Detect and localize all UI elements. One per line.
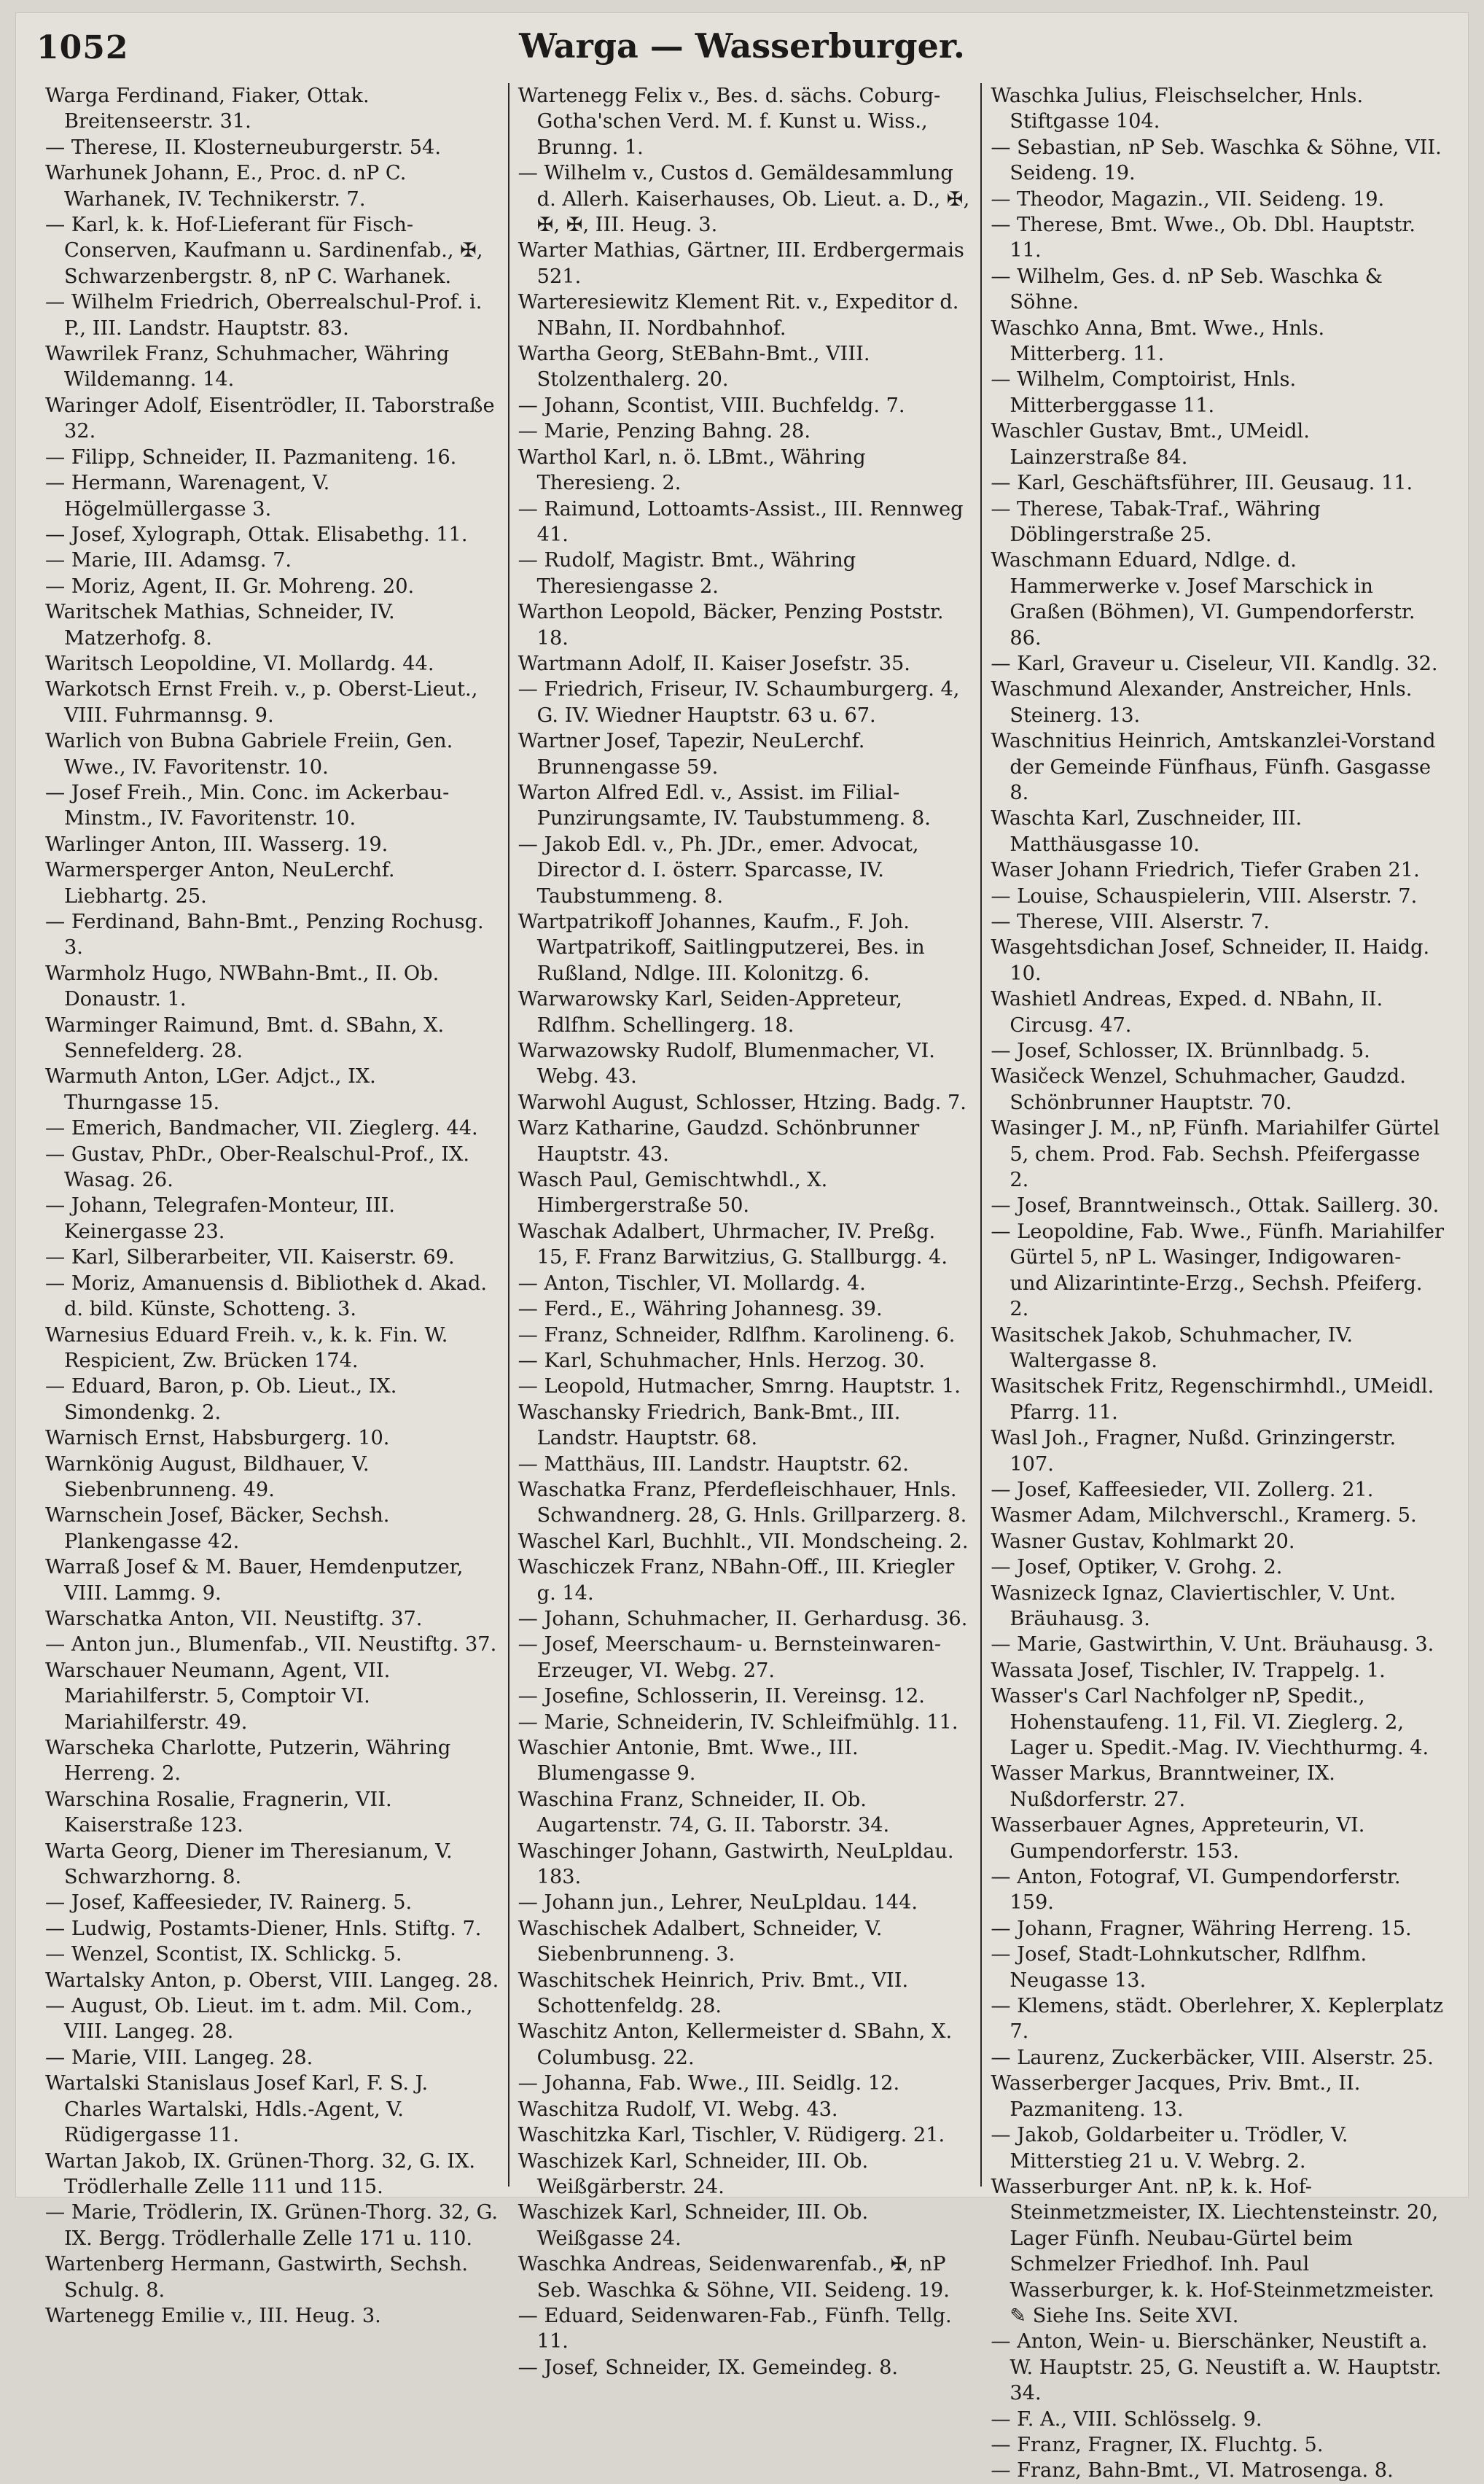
directory-entry: Waschinger Johann, Gastwirth, NeuLpldau. 183. xyxy=(518,1839,954,1889)
directory-entry: — Johann, Telegrafen-Monteur, III. Keinergasse 23. xyxy=(45,1194,395,1243)
directory-entry: Wasl Joh., Fragner, Nußd. Grinzingerstr. 107. xyxy=(991,1427,1397,1476)
directory-entry: Wasserberger Jacques, Priv. Bmt., II. Pazmaniteng. 13. xyxy=(991,2072,1361,2121)
directory-entry: Warwazowsky Rudolf, Blumenmacher, VI. Webg. 43. xyxy=(518,1040,935,1089)
running-title: Warga — Wasserburger. xyxy=(519,26,965,66)
column-middle xyxy=(508,83,981,2379)
directory-entry: — Marie, Penzing Bahng. 28. xyxy=(518,420,811,443)
directory-entry: — Wilhelm, Ges. d. nP Seb. Waschka & Söhne. xyxy=(991,265,1383,314)
directory-entry: — Johann jun., Lehrer, NeuLpldau. 144. xyxy=(518,1891,918,1915)
directory-entry: — Josef, Optiker, V. Grohg. 2. xyxy=(991,1556,1283,1579)
directory-entry: Wartner Josef, Tapezir, NeuLerchf. Brunnengasse 59. xyxy=(518,730,865,779)
directory-entry: Wasgehtsdichan Josef, Schneider, II. Haidg. 10. xyxy=(991,936,1430,985)
directory-entry: Waschischek Adalbert, Schneider, V. Siebenbrunneng. 3. xyxy=(518,1917,883,1966)
directory-entry: — Therese, Tabak-Traf., Währing Döblingerstraße 25. xyxy=(991,497,1321,546)
directory-entry: Warnesius Eduard Freih. v., k. k. Fin. W. Respicient, Zw. Brücken 174. xyxy=(45,1323,448,1372)
directory-entry: — Wilhelm Friedrich, Oberrealschul-Prof. i. P., III. Landstr. Hauptstr. 83. xyxy=(45,291,483,340)
directory-entry: Wartalsky Anton, p. Oberst, VIII. Langeg. 28. xyxy=(45,1969,499,1992)
directory-entry: Waschitz Anton, Kellermeister d. SBahn, X. Columbusg. 22. xyxy=(518,2020,953,2069)
directory-entry: Waschta Karl, Zuschneider, III. Matthäusgasse 10. xyxy=(991,807,1303,856)
directory-entry: Warton Alfred Edl. v., Assist. im Filial-Punzirungsamte, IV. Taubstummeng. 8. xyxy=(518,781,931,830)
directory-entry: — Karl, Geschäftsführer, III. Geusaug. 11. xyxy=(991,472,1413,495)
directory-entry: Wasmer Adam, Milchverschl., Kramerg. 5. xyxy=(991,1504,1417,1527)
directory-entry: Warter Mathias, Gärtner, III. Erdbergermais 521. xyxy=(518,239,964,288)
directory-entry: — Josef, Meerschaum- u. Bernsteinwaren-Erzeuger, VI. Webg. 27. xyxy=(518,1633,942,1682)
directory-entry: — Moriz, Agent, II. Gr. Mohreng. 20. xyxy=(45,575,415,598)
directory-entry: — Theodor, Magazin., VII. Seideng. 19. xyxy=(991,187,1385,211)
directory-entry: Warschina Rosalie, Fragnerin, VII. Kaiserstraße 123. xyxy=(45,1788,392,1837)
directory-entry: Wasser's Carl Nachfolger nP, Spedit., Hohenstaufeng. 11, Fil. VI. Zieglerg. 2, Lager u. Spedit.-Mag. IV. Viechthurmg. 4. xyxy=(991,1685,1429,1759)
directory-entry: — Johanna, Fab. Wwe., III. Seidlg. 12. xyxy=(518,2072,900,2095)
directory-entry: Warlich von Bubna Gabriele Freiin, Gen. Wwe., IV. Favoritenstr. 10. xyxy=(45,730,453,779)
directory-entry: Wartha Georg, StEBahn-Bmt., VIII. Stolzenthalerg. 20. xyxy=(518,343,870,392)
directory-entry: Warnschein Josef, Bäcker, Sechsh. Plankengasse 42. xyxy=(45,1504,390,1553)
directory-entry: — Karl, Graveur u. Ciseleur, VII. Kandlg. 32. xyxy=(991,652,1438,675)
directory-entry: Waritschek Mathias, Schneider, IV. Matzerhofg. 8. xyxy=(45,601,395,650)
directory-entry: Warnkönig August, Bildhauer, V. Siebenbrunneng. 49. xyxy=(45,1452,370,1501)
directory-entry: Waschak Adalbert, Uhrmacher, IV. Preßg. 15, F. Franz Barwitzius, G. Stallburgg. 4. xyxy=(518,1220,948,1269)
directory-entry: Warscheka Charlotte, Putzerin, Währing Herreng. 2. xyxy=(45,1737,451,1786)
directory-entry: — Johann, Fragner, Währing Herreng. 15. xyxy=(991,1917,1412,1940)
directory-entry: — Josef, Schneider, IX. Gemeindeg. 8. xyxy=(518,2356,899,2379)
page-header xyxy=(36,26,1448,67)
directory-entry: — Hermann, Warenagent, V. Högelmüllergasse 3. xyxy=(45,472,330,521)
directory-entry: Waringer Adolf, Eisentrödler, II. Taborstraße 32. xyxy=(45,394,495,443)
directory-entry: Washietl Andreas, Exped. d. NBahn, II. Circusg. 47. xyxy=(991,988,1383,1037)
directory-entry: Wawrilek Franz, Schuhmacher, Währing Wildemanng. 14. xyxy=(45,343,450,392)
directory-entry: Warschauer Neumann, Agent, VII. Mariahilferstr. 5, Comptoir VI. Mariahilferstr. 49. xyxy=(45,1659,391,1734)
directory-entry: — Josef, Xylograph, Ottak. Elisabethg. 11. xyxy=(45,523,468,546)
directory-entry: Waschnitius Heinrich, Amtskanzlei-Vorstand der Gemeinde Fünfhaus, Fünfh. Gasgasse 8. xyxy=(991,730,1436,804)
directory-entry: Waschitzka Karl, Tischler, V. Rüdigerg. 21. xyxy=(518,2124,945,2147)
directory-entry: Wartenegg Felix v., Bes. d. sächs. Coburg-Gotha'schen Verd. M. f. Kunst u. Wiss., Brunng. 1. xyxy=(518,85,941,159)
directory-entry: Warhunek Johann, E., Proc. d. nP C. Warhanek, IV. Technikerstr. 7. xyxy=(45,162,407,211)
directory-entry: Wasser Markus, Branntweiner, IX. Nußdorferstr. 27. xyxy=(991,1762,1335,1811)
directory-entry: Waritsch Leopoldine, VI. Mollardg. 44. xyxy=(45,652,434,675)
directory-entry: — Josef, Kaffeesieder, IV. Rainerg. 5. xyxy=(45,1891,413,1915)
column-right xyxy=(980,83,1453,2483)
directory-entry: Waschitschek Heinrich, Priv. Bmt., VII. Schottenfeldg. 28. xyxy=(518,1969,909,2018)
directory-entry: — Wenzel, Scontist, IX. Schlickg. 5. xyxy=(45,1943,402,1966)
directory-entry: — Sebastian, nP Seb. Waschka & Söhne, VII. Seideng. 19. xyxy=(991,136,1442,185)
directory-entry: — Anton, Fotograf, VI. Gumpendorferstr. 159. xyxy=(991,1866,1401,1915)
directory-entry: — Eduard, Baron, p. Ob. Lieut., IX. Simondenkg. 2. xyxy=(45,1375,397,1424)
column-left xyxy=(36,83,508,2327)
directory-entry: Wasch Paul, Gemischtwhdl., X. Himbergerstraße 50. xyxy=(518,1169,828,1218)
directory-entry: — Moriz, Amanuensis d. Bibliothek d. Akad. d. bild. Künste, Schotteng. 3. xyxy=(45,1272,488,1321)
directory-entry: — Raimund, Lottoamts-Assist., III. Rennweg 41. xyxy=(518,497,964,546)
directory-entry: — Franz, Bahn-Bmt., VI. Matrosenga. 8. xyxy=(991,2459,1394,2483)
directory-entry: Wasnizeck Ignaz, Claviertischler, V. Unt. Bräuhausg. 3. xyxy=(991,1581,1396,1630)
directory-entry: Warmholz Hugo, NWBahn-Bmt., II. Ob. Donaustr. 1. xyxy=(45,962,440,1011)
directory-entry: Waschizek Karl, Schneider, III. Ob. Weißgasse 24. xyxy=(518,2201,869,2250)
directory-entry: Wartmann Adolf, II. Kaiser Josefstr. 35. xyxy=(518,652,910,675)
directory-entry: Warraß Josef & M. Bauer, Hemdenputzer, VIII. Lammg. 9. xyxy=(45,1556,464,1605)
directory-entry: — Emerich, Bandmacher, VII. Zieglerg. 44. xyxy=(45,1117,478,1140)
directory-entry: — Franz, Fragner, IX. Fluchtg. 5. xyxy=(991,2433,1324,2456)
directory-entry: — Louise, Schauspielerin, VIII. Alserstr. 7. xyxy=(991,884,1418,908)
directory-entry: Waschko Anna, Bmt. Wwe., Hnls. Mitterberg. 11. xyxy=(991,316,1325,366)
directory-entry: — Marie, VIII. Langeg. 28. xyxy=(45,2046,313,2069)
page-number: 1052 xyxy=(36,29,129,66)
directory-entry: — Rudolf, Magistr. Bmt., Währing Theresiengasse 2. xyxy=(518,549,856,598)
directory-entry: — Karl, Schuhmacher, Hnls. Herzog. 30. xyxy=(518,1349,926,1372)
directory-entry: Wasitschek Jakob, Schuhmacher, IV. Waltergasse 8. xyxy=(991,1323,1353,1372)
directory-entry: Waschatka Franz, Pferdefleischhauer, Hnls. Schwandnerg. 28, G. Hnls. Grillparzerg. 8. xyxy=(518,1478,967,1527)
directory-entry: Waschka Julius, Fleischselcher, Hnls. Stiftgasse 104. xyxy=(991,85,1364,133)
directory-page xyxy=(16,13,1468,2483)
directory-entry: Warwohl August, Schlosser, Htzing. Badg. 7. xyxy=(518,1091,966,1114)
directory-entry: — Leopoldine, Fab. Wwe., Fünfh. Mariahilfer Gürtel 5, nP L. Wasinger, Indigowaren- und Alizarintinte-Erzg., Sechsh. Pfeiferg. 2. xyxy=(991,1220,1445,1321)
directory-entry: Wasinger J. M., nP, Fünfh. Mariahilfer Gürtel 5, chem. Prod. Fab. Sechsh. Pfeifergasse 2. xyxy=(991,1117,1440,1192)
directory-entry: — Jakob Edl. v., Ph. JDr., emer. Advocat, Director d. I. österr. Sparcasse, IV. Taubstummeng. 8. xyxy=(518,833,919,908)
directory-entry: — Therese, II. Klosterneuburgerstr. 54. xyxy=(45,136,441,159)
directory-entry: — Josef, Stadt-Lohnkutscher, Rdlfhm. Neugasse 13. xyxy=(991,1943,1367,1992)
directory-entry: — Filipp, Schneider, II. Pazmaniteng. 16. xyxy=(45,445,457,469)
directory-entry: Warga Ferdinand, Fiaker, Ottak. Breitenseerstr. 31. xyxy=(45,85,370,133)
directory-entry: — Eduard, Seidenwaren-Fab., Fünfh. Tellg. 11. xyxy=(518,2304,952,2353)
directory-entry: — Franz, Schneider, Rdlfhm. Karolineng. 6. xyxy=(518,1323,956,1347)
directory-entry: Warschatka Anton, VII. Neustiftg. 37. xyxy=(45,1607,423,1630)
directory-entry: — Josef, Schlosser, IX. Brünnlbadg. 5. xyxy=(991,1040,1370,1063)
directory-entry: — Friedrich, Friseur, IV. Schaumburgerg. 4, G. IV. Wiedner Hauptstr. 63 u. 67. xyxy=(518,678,960,727)
directory-entry: Wartpatrikoff Johannes, Kaufm., F. Joh. Wartpatrikoff, Saitlingputzerei, Bes. in Rußland, Ndlge. III. Kolonitzg. 6. xyxy=(518,911,925,985)
directory-entry: — Leopold, Hutmacher, Smrng. Hauptstr. 1. xyxy=(518,1375,961,1398)
directory-entry: — Therese, VIII. Alserstr. 7. xyxy=(991,911,1270,933)
directory-entry: — Josef, Kaffeesieder, VII. Zollerg. 21. xyxy=(991,1478,1374,1501)
directory-entry: — Josefine, Schlosserin, II. Vereinsg. 12. xyxy=(518,1685,925,1708)
directory-entry: Wartenberg Hermann, Gastwirth, Sechsh. Schulg. 8. xyxy=(45,2253,468,2302)
directory-entry: Warteresiewitz Klement Rit. v., Expeditor d. NBahn, II. Nordbahnhof. xyxy=(518,291,959,340)
directory-entry: Warminger Raimund, Bmt. d. SBahn, X. Sennefelderg. 28. xyxy=(45,1013,445,1063)
directory-entry: — Laurenz, Zuckerbäcker, VIII. Alserstr. 25. xyxy=(991,2046,1434,2069)
directory-entry: Warz Katharine, Gaudzd. Schönbrunner Hauptstr. 43. xyxy=(518,1117,920,1166)
directory-entry: Warta Georg, Diener im Theresianum, V. Schwarzhorng. 8. xyxy=(45,1839,453,1889)
directory-entry: — August, Ob. Lieut. im t. adm. Mil. Com., VIII. Langeg. 28. xyxy=(45,1995,473,2044)
directory-entry: — Anton, Wein- u. Bierschänker, Neustift a. W. Hauptstr. 25, G. Neustift a. W. Hauptstr. 34. xyxy=(991,2330,1442,2405)
directory-entry: Waschier Antonie, Bmt. Wwe., III. Blumengasse 9. xyxy=(518,1737,859,1786)
directory-entry: — Marie, Trödlerin, IX. Grünen-Thorg. 32, G. IX. Bergg. Trödlerhalle Zelle 171 u. 110. xyxy=(45,2201,499,2250)
directory-entry: — Johann, Scontist, VIII. Buchfeldg. 7. xyxy=(518,394,905,417)
directory-entry: — Marie, Gastwirthin, V. Unt. Bräuhausg. 3. xyxy=(991,1633,1434,1656)
directory-entry: — Ferdinand, Bahn-Bmt., Penzing Rochusg. 3. xyxy=(45,911,484,959)
directory-entry: — Klemens, städt. Oberlehrer, X. Keplerplatz 7. xyxy=(991,1995,1444,2044)
directory-columns xyxy=(36,83,1453,2483)
directory-entry: — F. A., VIII. Schlösselg. 9. xyxy=(991,2407,1262,2431)
directory-entry: Warwarowsky Karl, Seiden-Appreteur, Rdlfhm. Schellingerg. 18. xyxy=(518,988,902,1037)
directory-entry: Wasner Gustav, Kohlmarkt 20. xyxy=(991,1530,1295,1553)
directory-entry: — Johann, Schuhmacher, II. Gerhardusg. 36. xyxy=(518,1607,968,1630)
directory-entry: Waschansky Friedrich, Bank-Bmt., III. Landstr. Hauptstr. 68. xyxy=(518,1401,901,1450)
directory-entry: Waschka Andreas, Seidenwarenfab., ✠, nP Seb. Waschka & Söhne, VII. Seideng. 19. xyxy=(518,2253,950,2302)
directory-entry: Warmersperger Anton, NeuLerchf. Liebhartg. 25. xyxy=(45,859,395,908)
directory-entry: Wasserbauer Agnes, Appreteurin, VI. Gumpendorferstr. 153. xyxy=(991,1814,1365,1863)
directory-entry: Warmuth Anton, LGer. Adjct., IX. Thurngasse 15. xyxy=(45,1065,376,1114)
directory-entry: Wasičeck Wenzel, Schuhmacher, Gaudzd. Schönbrunner Hauptstr. 70. xyxy=(991,1065,1406,1114)
directory-entry: Wartenegg Emilie v., III. Heug. 3. xyxy=(45,2304,381,2327)
directory-entry: Wasserburger Ant. nP, k. k. Hof-Steinmetzmeister, IX. Liechtensteinstr. 20, Lager Fünfh. Neubau-Gürtel beim Schmelzer Friedhof. Inh. Paul Wasserburger, k. k. Hof-Steinmetzmeister. ✎ Siehe Ins. Seite XVI. xyxy=(991,2175,1439,2327)
directory-entry: — Karl, k. k. Hof-Lieferant für Fisch-Conserven, Kaufmann u. Sardinenfab., ✠, Schwarzenbergstr. 8, nP C. Warhanek. xyxy=(45,214,483,288)
directory-entry: — Wilhelm, Comptoirist, Hnls. Mitterberggasse 11. xyxy=(991,368,1297,417)
directory-entry: Wartan Jakob, IX. Grünen-Thorg. 32, G. IX. Trödlerhalle Zelle 111 und 115. xyxy=(45,2149,475,2198)
directory-entry: — Anton, Tischler, VI. Mollardg. 4. xyxy=(518,1272,866,1295)
directory-entry: Waschmann Eduard, Ndlge. d. Hammerwerke v. Josef Marschick in Graßen (Böhmen), VI. Gumpendorferstr. 86. xyxy=(991,549,1415,650)
directory-entry: — Wilhelm v., Custos d. Gemäldesammlung d. Allerh. Kaiserhauses, Ob. Lieut. a. D., ✠, ✠, ✠, III. Heug. 3. xyxy=(518,162,970,237)
directory-entry: — Therese, Bmt. Wwe., Ob. Dbl. Hauptstr. 11. xyxy=(991,214,1415,262)
directory-entry: — Josef Freih., Min. Conc. im Ackerbau-Minstm., IV. Favoritenstr. 10. xyxy=(45,781,450,830)
directory-entry: Waschler Gustav, Bmt., UMeidl. Lainzerstraße 84. xyxy=(991,420,1310,469)
directory-entry: Waschel Karl, Buchhlt., VII. Mondscheing. 2. xyxy=(518,1530,969,1553)
directory-entry: Wassata Josef, Tischler, IV. Trappelg. 1. xyxy=(991,1659,1386,1682)
directory-entry: — Marie, Schneiderin, IV. Schleifmühlg. 11. xyxy=(518,1710,958,1734)
directory-entry: Wartalski Stanislaus Josef Karl, F. S. J. Charles Wartalski, Hdls.-Agent, V. Rüdigergasse 11. xyxy=(45,2072,429,2147)
directory-entry: — Gustav, PhDr., Ober-Realschul-Prof., IX. Wasag. 26. xyxy=(45,1142,470,1192)
directory-entry: Waschina Franz, Schneider, II. Ob. Augartenstr. 74, G. II. Taborstr. 34. xyxy=(518,1788,890,1837)
directory-entry: — Ludwig, Postamts-Diener, Hnls. Stiftg. 7. xyxy=(45,1917,482,1940)
directory-entry: — Ferd., E., Währing Johannesg. 39. xyxy=(518,1298,883,1321)
directory-entry: Warthon Leopold, Bäcker, Penzing Poststr. 18. xyxy=(518,601,944,650)
directory-entry: Warlinger Anton, III. Wasserg. 19. xyxy=(45,833,388,856)
directory-entry: Waser Johann Friedrich, Tiefer Graben 21. xyxy=(991,859,1420,882)
directory-entry: — Marie, III. Adamsg. 7. xyxy=(45,549,292,572)
directory-entry: — Matthäus, III. Landstr. Hauptstr. 62. xyxy=(518,1452,909,1476)
directory-entry: Waschitza Rudolf, VI. Webg. 43. xyxy=(518,2098,838,2121)
directory-entry: Waschizek Karl, Schneider, III. Ob. Weißgärberstr. 24. xyxy=(518,2149,869,2198)
directory-entry: — Jakob, Goldarbeiter u. Trödler, V. Mitterstieg 21 u. V. Webrg. 2. xyxy=(991,2124,1348,2173)
directory-entry: — Anton jun., Blumenfab., VII. Neustiftg. 37. xyxy=(45,1633,497,1656)
directory-entry: Wasitschek Fritz, Regenschirmhdl., UMeidl. Pfarrg. 11. xyxy=(991,1375,1434,1424)
directory-entry: Waschiczek Franz, NBahn-Off., III. Kriegler g. 14. xyxy=(518,1556,955,1605)
directory-entry: Warthol Karl, n. ö. LBmt., Währing Theresieng. 2. xyxy=(518,445,866,495)
directory-entry: Warkotsch Ernst Freih. v., p. Oberst-Lieut., VIII. Fuhrmannsg. 9. xyxy=(45,678,478,727)
directory-entry: — Karl, Silberarbeiter, VII. Kaiserstr. 69. xyxy=(45,1246,455,1269)
directory-entry: — Josef, Branntweinsch., Ottak. Saillerg. 30. xyxy=(991,1194,1440,1218)
directory-entry: Warnisch Ernst, Habsburgerg. 10. xyxy=(45,1427,390,1450)
directory-entry: Waschmund Alexander, Anstreicher, Hnls. Steinerg. 13. xyxy=(991,678,1413,727)
